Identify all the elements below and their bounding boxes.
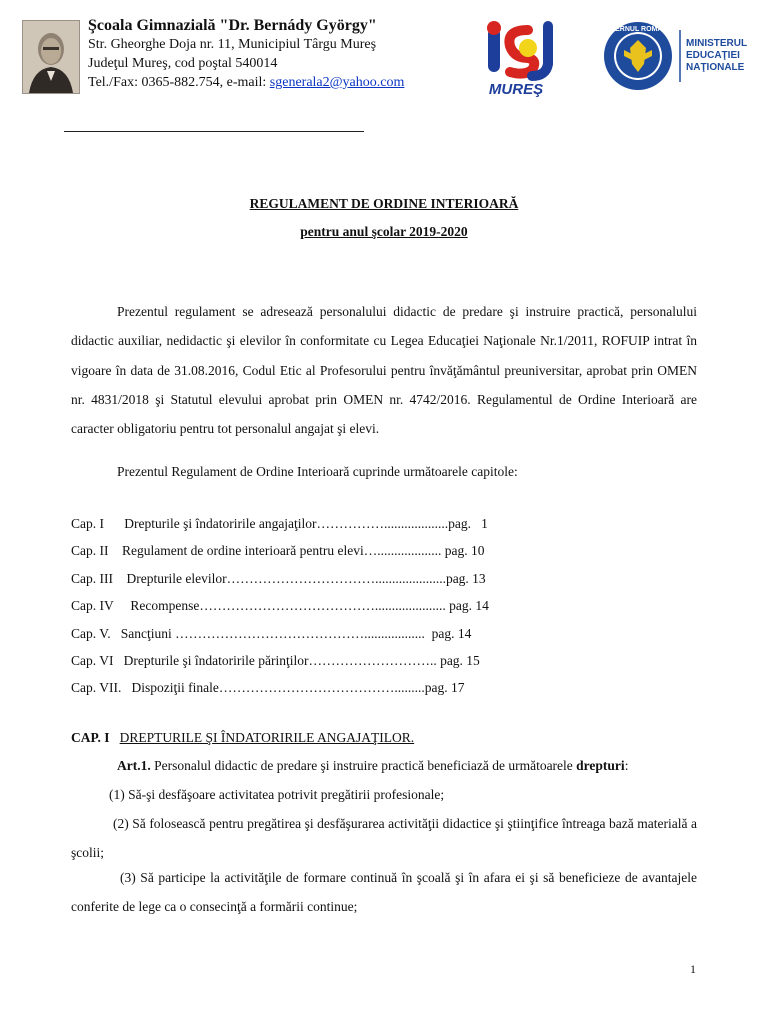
- isj-logo-text: MUREŞ: [488, 81, 544, 98]
- isj-mures-logo: [466, 18, 566, 98]
- toc-item: Cap. III Drepturile elevilor…………………………….....................pag. 13: [71, 570, 486, 586]
- ministry-line1: MINISTERUL: [686, 38, 748, 49]
- toc-item: Cap. V. Sancţiuni …………………………………….................. pag. 14: [71, 625, 472, 641]
- toc-item: Cap. I Drepturile şi îndatoririle angajaţilor……………...................pag. 1: [71, 516, 488, 531]
- table-of-contents: [71, 515, 697, 707]
- school-address: Str. Gheorghe Doja nr. 11, Municipiul Târgu Mureş: [88, 37, 377, 52]
- toc-item: Cap. VI Drepturile şi îndatoririle părinţilor……………………….. pag. 15: [71, 652, 480, 668]
- gov-ring-text: GUVERNUL ROMÂNIEI: [602, 26, 677, 33]
- article-text: Personalul didactic de predare şi instruire practică beneficiază de următoarele: [150, 758, 577, 773]
- ministry-line3: NAŢIONALE: [686, 62, 745, 73]
- article-item-1: (1) Să-şi desfăşoare activitatea potrivit pregătirii profesionale;: [109, 787, 445, 802]
- article-label: Art.1.: [117, 758, 151, 773]
- document-subtitle: pentru anul şcolar 2019-2020: [300, 224, 468, 239]
- ministry-line2: EDUCAŢIEI: [686, 50, 740, 61]
- article-bold: drepturi: [576, 758, 625, 773]
- article-item-3: (3) Să participe la activităţile de formare continuă în şcoală şi în afara ei şi să beneficieze de avantajele conferite de lege ca o consecinţă a formării continue;: [71, 870, 697, 915]
- page-number: 1: [690, 962, 696, 976]
- contact-phone: Tel./Fax: 0365-882.754, e-mail:: [88, 75, 270, 90]
- school-info: [88, 16, 488, 92]
- portrait-photo: [22, 20, 80, 94]
- government-logo: [602, 20, 756, 92]
- school-county: Judeţul Mureş, cod poştal 540014: [88, 56, 278, 71]
- article-item-2: (2) Să folosească pentru pregătirea şi desfăşurarea activităţii didactice şi ştiinţifice întreaga bază materială a şcolii;: [71, 816, 697, 861]
- toc-item: Cap. IV Recompense…………………………………..................... pag. 14: [71, 598, 489, 614]
- school-contact: [88, 73, 488, 92]
- email-link[interactable]: sgenerala2@yahoo.com: [269, 75, 405, 90]
- header-divider: [64, 131, 364, 132]
- school-name: Şcoala Gimnazială "Dr. Bernády György": [88, 17, 377, 34]
- toc-item: Cap. VII. Dispoziţii finale………………………………….........pag. 17: [71, 680, 465, 696]
- article-end: :: [624, 758, 629, 773]
- intro-paragraph: Prezentul regulament se adresează personalului didactic de predare şi instruire practică, personalului didactic auxiliar, nedidactic şi elevilor în conformitate cu Legea Educaţiei Naţionale Nr.1/2011, ROFUIP intrat în vigoare în data de 31.08.2016, Codul Etic al Profesorului pentru învăţământul preuniversitar, aprobat prin OMEN nr. 4831/2018 şi Statutul elevului aprobat prin OMEN nr. 4742/2016. Regulamentul de Ordine Interioară are caracter obligatoriu pentru tot personalul angajat şi elevi.: [71, 304, 697, 437]
- chapter-heading: [71, 730, 414, 746]
- article-1: [71, 751, 697, 780]
- chapter-title: DREPTURILE ŞI ÎNDATORIRILE ANGAJAŢILOR.: [119, 730, 415, 745]
- letterhead: [22, 16, 757, 102]
- chapters-intro: Prezentul Regulament de Ordine Interioară cuprinde următoarele capitole:: [117, 464, 518, 479]
- toc-item: Cap. II Regulament de ordine interioară pentru elevi…................... pag. 10: [71, 543, 485, 559]
- document-title: REGULAMENT DE ORDINE INTERIOARĂ: [249, 196, 519, 211]
- chapter-label: CAP. I: [71, 730, 110, 745]
